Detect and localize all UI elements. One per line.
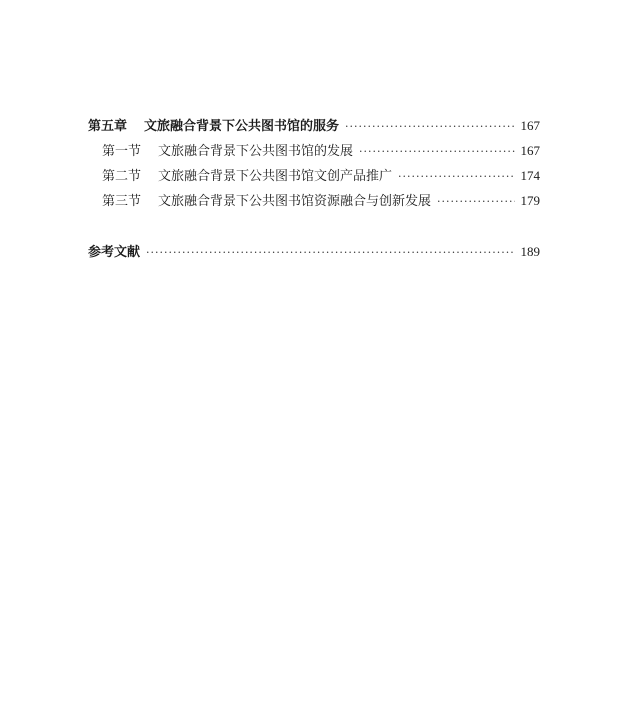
section-title: 文旅融合背景下公共图书馆资源融合与创新发展 xyxy=(158,194,432,209)
chapter-number: 第五章 xyxy=(88,119,128,134)
references-page-number: 189 xyxy=(520,244,540,259)
dot-leader xyxy=(345,114,514,139)
section-page-number: 167 xyxy=(520,143,540,158)
section-page-number: 179 xyxy=(520,193,540,208)
dot-leader xyxy=(359,139,514,164)
dot-leader xyxy=(437,189,514,214)
toc-section-3[interactable] xyxy=(88,188,540,213)
spacer xyxy=(88,213,540,239)
toc-chapter-5[interactable] xyxy=(88,113,540,138)
chapter-page-number: 167 xyxy=(520,118,540,133)
dot-leader xyxy=(398,164,514,189)
section-number: 第二节 xyxy=(102,169,142,184)
table-of-contents xyxy=(88,113,540,264)
dot-leader xyxy=(146,240,514,265)
section-title: 文旅融合背景下公共图书馆的发展 xyxy=(158,144,354,159)
toc-section-1[interactable] xyxy=(88,138,540,163)
toc-section-2[interactable] xyxy=(88,163,540,188)
chapter-title: 文旅融合背景下公共图书馆的服务 xyxy=(144,119,340,134)
section-page-number: 174 xyxy=(520,168,540,183)
toc-references[interactable] xyxy=(88,239,540,264)
section-title: 文旅融合背景下公共图书馆文创产品推广 xyxy=(158,169,393,184)
references-title: 参考文献 xyxy=(88,245,141,260)
section-number: 第三节 xyxy=(102,194,142,209)
section-number: 第一节 xyxy=(102,144,142,159)
